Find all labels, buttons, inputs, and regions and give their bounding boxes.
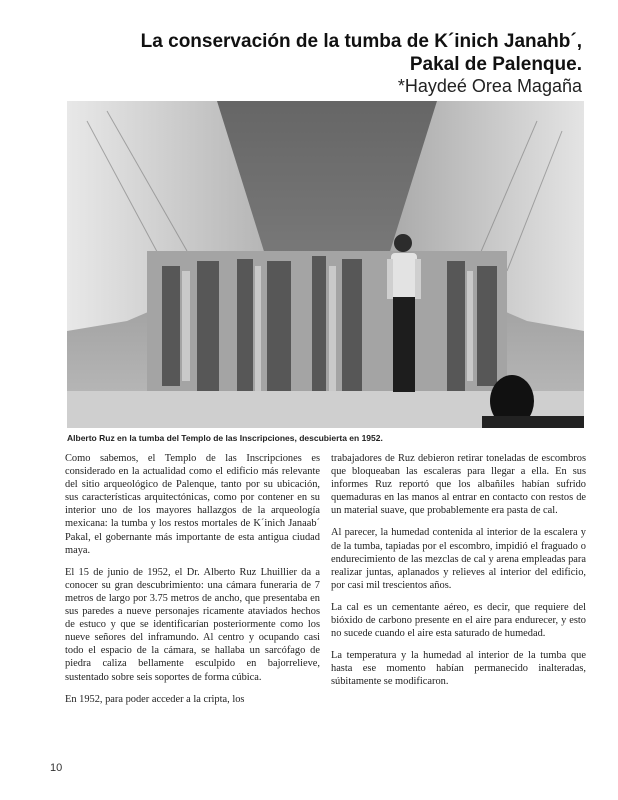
page-number: 10	[50, 762, 63, 774]
paragraph: Como sabemos, el Templo de las Inscripciones es considerado en la actualidad como el edificio más relevante del sitio arqueológico de Palenque, tanto por su ubicación, sus características arquitectónicas, como por contener en su interior uno de los mayores hallazgos de la arqueología mexicana: la tumba y los restos mortales de K´inich Janaab´ Pakal, el gobernante más importante de esta antigua ciudad maya.	[65, 453, 320, 556]
paragraph: El 15 de junio de 1952, el Dr. Alberto Ruz Lhuillier da a conocer su gran descubrimiento: una cámara funeraria de 7 metros de largo por 3.75 metros de ancho, que presentaba en sus paredes a nueve personajes ricamente ataviados hechos de estuco y que se identificarían posteriormente como los nueve señores del inframundo. Al centro y ocupando casi todo el espacio de la cámara, se hallaba un sarcófago de piedra caliza bellamente esculpido en bajorrelieve, sustentado sobre seis soportes de forma cúbica.	[65, 566, 320, 683]
paragraph: La temperatura y la humedad al interior de la tumba que hasta ese momento habían permanecido inalteradas, súbitamente se modificaron.	[331, 650, 586, 688]
paragraph: En 1952, para poder acceder a la cripta, los	[65, 693, 245, 705]
body-column-right	[331, 452, 586, 698]
paragraph: Al parecer, la humedad contenida al interior de la escalera y de la tumba, tapiadas por el escombro, impidió el fraguado o endurecimiento de las mezclas de cal y arena empleadas para realizar juntas, aplanados y relieves al interior del edificio, por casi mil trescientos años.	[331, 527, 586, 591]
article-title-line-1: La conservación de la tumba de K´inich Janahb´,	[140, 31, 582, 52]
article-author: *Haydeé Orea Magaña	[397, 76, 582, 96]
paragraph: La cal es un cementante aéreo, es decir, que requiere del bióxido de carbono presente en el aire para endurecer, y esto no sucede cuando el aire esta saturado de humedad.	[331, 601, 586, 640]
tomb-photograph-illustration	[67, 101, 584, 428]
tomb-photograph	[67, 101, 584, 428]
paragraph: trabajadores de Ruz debieron retirar toneladas de escombros que bloqueaban las escaleras para llegar a ella. En sus informes Ruz reportó que los albañiles habían sufrido quemaduras en las manos al entrar en contacto con restos de un material suave, que probablemente era pasta de cal.	[331, 453, 586, 517]
body-column-left	[65, 452, 320, 715]
article-title-line-2: Pakal de Palenque.	[409, 54, 582, 75]
article-title	[100, 30, 582, 76]
photo-caption: Alberto Ruz en la tumba del Templo de las Inscripciones, descubierta en 1952.	[67, 433, 383, 443]
